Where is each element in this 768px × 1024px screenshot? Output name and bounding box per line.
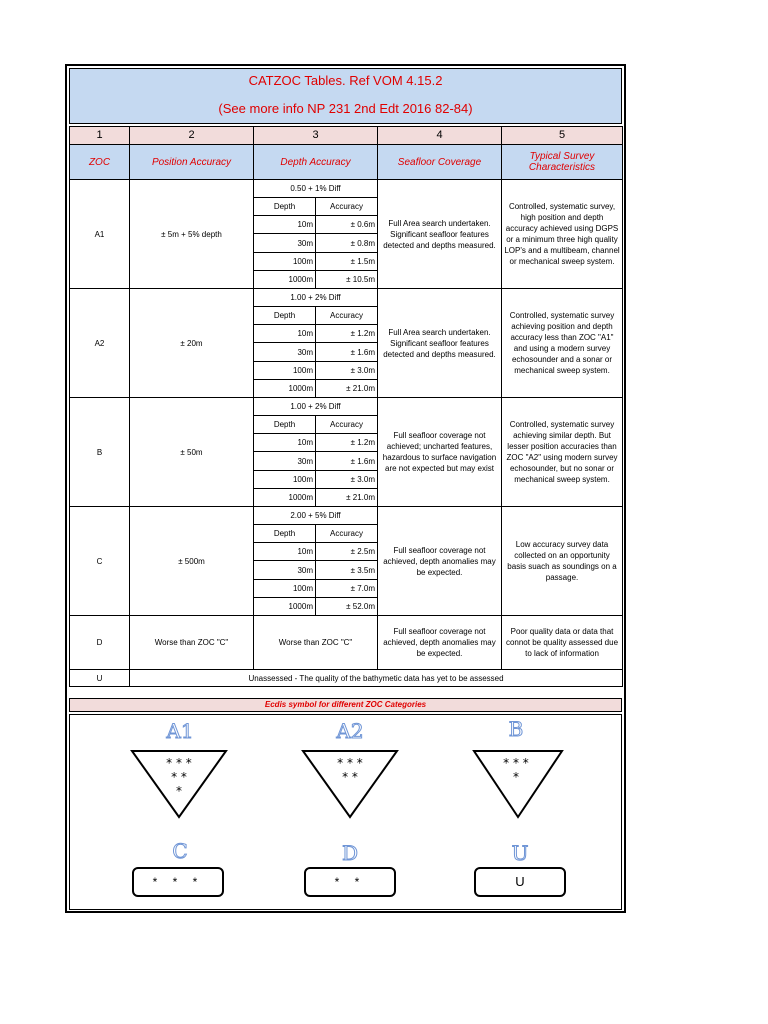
coverage-cell: Full seafloor coverage not achieved, depth anomalies may be expected. <box>378 616 502 670</box>
depth-value: 1000m <box>254 597 316 615</box>
depth-value: 30m <box>254 452 316 470</box>
depth-subtable <box>254 507 377 615</box>
depth-value: 10m <box>254 434 316 452</box>
zoc-c-box-icon <box>132 867 224 897</box>
title-banner <box>69 68 622 124</box>
svg-text:*: * <box>176 784 182 798</box>
table-row <box>70 398 623 507</box>
depth-col-header: Depth <box>254 307 316 325</box>
c-stars: * * * <box>152 875 204 889</box>
ecdis-symbols-panel <box>69 714 622 910</box>
depth-value: 30m <box>254 561 316 579</box>
header-zoc: ZOC <box>70 145 130 180</box>
symbol-label-a1: A1 <box>166 719 194 743</box>
svg-text:* *: * * <box>171 770 187 784</box>
catzoc-sheet <box>65 64 626 913</box>
depth-subtable <box>254 180 377 288</box>
depth-subtable <box>254 289 377 397</box>
u-box-text: U <box>515 874 525 889</box>
zoc-b-triangle-icon <box>472 749 564 819</box>
symbol-label-c: C <box>172 839 188 863</box>
coverage-cell: Full seafloor coverage not achieved; uncharted features, hazardous to surface navigation are not expected but may exist <box>378 398 502 507</box>
position-cell: ± 500m <box>130 507 254 616</box>
column-number: 3 <box>254 127 378 145</box>
survey-cell: Controlled, systematic survey achieving similar depth. But lesser position accuracies than ZOC "A2" using modern survey echosounder, but no sonar or mechanical sweep system. <box>502 398 623 507</box>
zoc-cell: U <box>70 670 130 687</box>
depth-col-header: Depth <box>254 525 316 543</box>
depth-accuracy-cell: Worse than ZOC "C" <box>254 616 378 670</box>
survey-cell: Low accuracy survey data collected on an opportunity basis suach as soundings on a passage. <box>502 507 623 616</box>
depth-formula: 0.50 + 1% Diff <box>254 180 377 198</box>
position-cell: Worse than ZOC "C" <box>130 616 254 670</box>
zoc-a1-triangle-icon <box>130 749 228 819</box>
zoc-cell: A2 <box>70 289 130 398</box>
zoc-a2-triangle-icon <box>301 749 399 819</box>
survey-cell: Poor quality data or data that connot be quality assessed due to lack of information <box>502 616 623 670</box>
survey-cell: Controlled, systematic survey, high position and depth accuracy achieved using DGPS or a minimum three high quality LOP's and a multibeam, channel or mechanical sweep system. <box>502 180 623 289</box>
column-number: 2 <box>130 127 254 145</box>
header-typical-survey: Typical Survey Characteristics <box>502 145 623 180</box>
depth-accuracy-cell <box>254 507 378 616</box>
accuracy-value: ± 3.0m <box>316 470 378 488</box>
d-stars: * * <box>334 875 366 889</box>
svg-text:*: * <box>513 770 519 784</box>
zoc-cell: C <box>70 507 130 616</box>
accuracy-value: ± 1.6m <box>316 452 378 470</box>
accuracy-value: ± 21.0m <box>316 379 378 397</box>
title-line-2: (See more info NP 231 2nd Edt 2016 82-84) <box>218 101 473 116</box>
zoc-cell: D <box>70 616 130 670</box>
header-position-accuracy: Position Accuracy <box>130 145 254 180</box>
accuracy-col-header: Accuracy <box>316 307 378 325</box>
depth-value: 10m <box>254 543 316 561</box>
accuracy-value: ± 2.5m <box>316 543 378 561</box>
depth-value: 10m <box>254 216 316 234</box>
zoc-d-box-icon <box>304 867 396 897</box>
depth-value: 100m <box>254 470 316 488</box>
accuracy-col-header: Accuracy <box>316 525 378 543</box>
accuracy-col-header: Accuracy <box>316 416 378 434</box>
depth-col-header: Depth <box>254 198 316 216</box>
symbol-label-b: B <box>508 717 524 741</box>
position-cell: ± 5m + 5% depth <box>130 180 254 289</box>
depth-value: 1000m <box>254 270 316 288</box>
depth-value: 1000m <box>254 379 316 397</box>
accuracy-value: ± 1.2m <box>316 434 378 452</box>
depth-formula: 1.00 + 2% Diff <box>254 398 377 416</box>
header-depth-accuracy: Depth Accuracy <box>254 145 378 180</box>
svg-text:* * *: * * * <box>337 756 363 770</box>
svg-text:* *: * * <box>342 770 358 784</box>
table-row <box>70 507 623 616</box>
depth-value: 1000m <box>254 488 316 506</box>
depth-value: 30m <box>254 343 316 361</box>
symbol-label-d: D <box>341 841 359 865</box>
depth-value: 10m <box>254 325 316 343</box>
accuracy-value: ± 3.5m <box>316 561 378 579</box>
unassessed-cell: Unassessed - The quality of the bathymetic data has yet to be assessed <box>130 670 623 687</box>
zoc-cell: B <box>70 398 130 507</box>
coverage-cell: Full Area search undertaken. Significant seafloor features detected and depths measured. <box>378 180 502 289</box>
accuracy-col-header: Accuracy <box>316 198 378 216</box>
depth-value: 100m <box>254 579 316 597</box>
depth-accuracy-cell <box>254 180 378 289</box>
table-row <box>70 180 623 289</box>
survey-cell: Controlled, systematic survey achieving position and depth accuracy less than ZOC "A1" and using a modern survey echosounder and a sonar or mechanical sweep system. <box>502 289 623 398</box>
accuracy-value: ± 3.0m <box>316 361 378 379</box>
ecdis-heading: Ecdis symbol for different ZOC Categories <box>69 698 622 712</box>
title-line-1: CATZOC Tables. Ref VOM 4.15.2 <box>248 73 443 88</box>
column-number: 1 <box>70 127 130 145</box>
accuracy-value: ± 52.0m <box>316 597 378 615</box>
header-row <box>70 145 623 180</box>
accuracy-value: ± 1.5m <box>316 252 378 270</box>
depth-col-header: Depth <box>254 416 316 434</box>
catzoc-table <box>69 126 623 687</box>
depth-formula: 2.00 + 5% Diff <box>254 507 377 525</box>
depth-accuracy-cell <box>254 398 378 507</box>
depth-value: 100m <box>254 252 316 270</box>
depth-subtable <box>254 398 377 506</box>
depth-value: 30m <box>254 234 316 252</box>
depth-formula: 1.00 + 2% Diff <box>254 289 377 307</box>
coverage-cell: Full Area search undertaken. Significant seafloor features detected and depths measured. <box>378 289 502 398</box>
accuracy-value: ± 1.2m <box>316 325 378 343</box>
accuracy-value: ± 7.0m <box>316 579 378 597</box>
accuracy-value: ± 1.6m <box>316 343 378 361</box>
coverage-cell: Full seafloor coverage not achieved, depth anomalies may be expected. <box>378 507 502 616</box>
symbol-label-a2: A2 <box>336 719 364 743</box>
svg-text:* * *: * * * <box>166 756 192 770</box>
position-cell: ± 20m <box>130 289 254 398</box>
column-number-row <box>70 127 623 145</box>
accuracy-value: ± 21.0m <box>316 488 378 506</box>
position-cell: ± 50m <box>130 398 254 507</box>
zoc-u-box-icon <box>474 867 566 897</box>
table-row <box>70 289 623 398</box>
column-number: 5 <box>502 127 623 145</box>
column-number: 4 <box>378 127 502 145</box>
svg-text:* * *: * * * <box>503 756 529 770</box>
accuracy-value: ± 0.8m <box>316 234 378 252</box>
header-seafloor-coverage: Seafloor Coverage <box>378 145 502 180</box>
symbol-label-u: U <box>511 841 529 865</box>
zoc-cell: A1 <box>70 180 130 289</box>
depth-value: 100m <box>254 361 316 379</box>
depth-accuracy-cell <box>254 289 378 398</box>
table-row <box>70 670 623 687</box>
table-row <box>70 616 623 670</box>
accuracy-value: ± 10.5m <box>316 270 378 288</box>
accuracy-value: ± 0.6m <box>316 216 378 234</box>
